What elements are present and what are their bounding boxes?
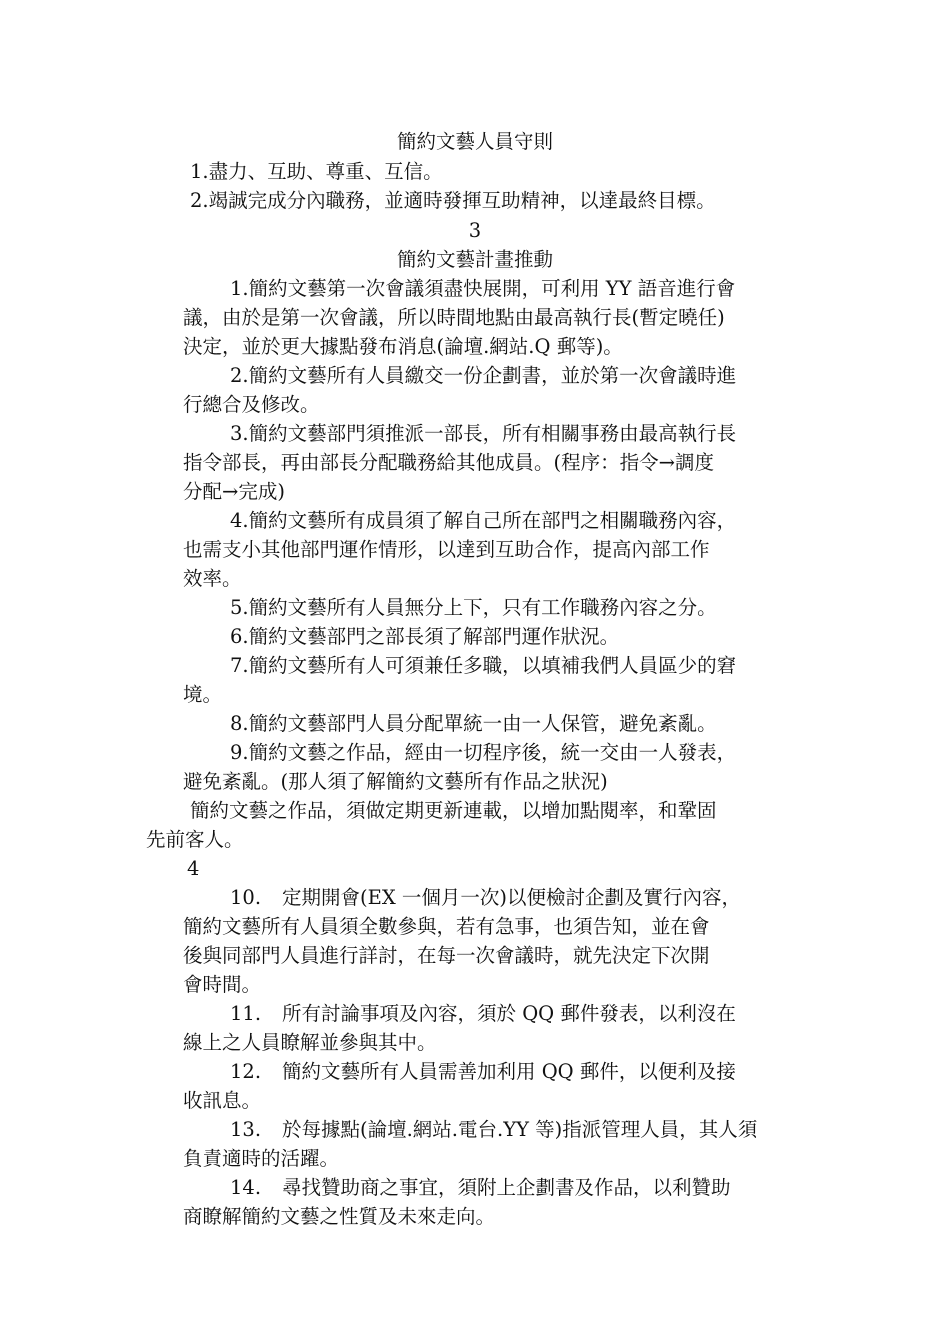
plan-item-3-line-1: 3.簡約文藝部門須推派一部長，所有相關事務由最高執行長 [230, 422, 737, 445]
more-item-10-line-1: 定期開會(EX 一個月一次)以便檢討企劃及實行內容， [282, 886, 742, 909]
plan-item-4-line-2: 也需支小其他部門運作情形，以達到互助合作，提高內部工作 [183, 538, 710, 561]
plan-item-1-line-2: 議，由於是第一次會議，所以時間地點由最高執行長(暫定曉任) [183, 306, 725, 329]
more-item-13-line-2: 負責適時的活躍。 [183, 1147, 340, 1170]
plan-item-7-line-1: 7.簡約文藝所有人可須兼任多職，以填補我們人員區少的窘 [230, 654, 737, 677]
plan-item-8: 8.簡約文藝部門人員分配單統一由一人保管，避免紊亂。 [230, 712, 717, 735]
more-item-10-line-2: 簡約文藝所有人員須全數參與，若有急事，也須告知，並在會 [183, 915, 710, 938]
more-item-14-line-1: 尋找贊助商之事宜，須附上企劃書及作品，以利贊助 [282, 1176, 731, 1199]
more-item-10-number: 10. [230, 886, 262, 909]
rule-2: 2.竭誠完成分內職務，並適時發揮互助精神，以達最終目標。 [190, 189, 716, 212]
section-title-plan: 簡約文藝計畫推動 [396, 248, 553, 271]
plan-item-1-line-3: 決定，並於更大據點發布消息(論壇.網站.Q 郵等)。 [183, 335, 623, 358]
plan-item-7-line-2: 境。 [183, 683, 223, 706]
more-item-10-line-4: 會時間。 [183, 973, 262, 996]
plan-item-4-line-1: 4.簡約文藝所有成員須了解自己所在部門之相關職務內容， [230, 509, 737, 532]
more-item-13-number: 13. [230, 1118, 262, 1141]
plan-item-3-line-2: 指令部長，再由部長分配職務給其他成員。(程序：指令→調度 [183, 451, 714, 474]
page-number-3: 3 [468, 219, 482, 242]
plan-item-6: 6.簡約文藝部門之部長須了解部門運作狀況。 [230, 625, 620, 648]
page-number-4: 4 [187, 857, 200, 880]
more-item-14-number: 14. [230, 1176, 262, 1199]
more-item-12-line-1: 簡約文藝所有人員需善加利用 QQ 郵件，以便利及接 [282, 1060, 736, 1083]
plan-item-2-line-2: 行總合及修改。 [183, 393, 320, 416]
more-item-12-number: 12. [230, 1060, 262, 1083]
more-item-11-number: 11. [230, 1002, 262, 1025]
section-title-rules: 簡約文藝人員守則 [396, 130, 553, 153]
plan-item-4-line-3: 效率。 [183, 567, 242, 590]
more-item-13-line-1: 於每據點(論壇.網站.電台.YY 等)指派管理人員，其人須 [282, 1118, 758, 1141]
plan-note-line-1: 簡約文藝之作品，須做定期更新連載，以增加點閱率，和鞏固 [190, 799, 717, 822]
plan-item-5: 5.簡約文藝所有人員無分上下，只有工作職務內容之分。 [230, 596, 717, 619]
plan-item-2-line-1: 2.簡約文藝所有人員繳交一份企劃書，並於第一次會議時進 [230, 364, 737, 387]
plan-note-line-2: 先前客人。 [146, 828, 244, 851]
more-item-12-line-2: 收訊息。 [183, 1089, 262, 1112]
plan-item-3-line-3: 分配→完成) [183, 480, 285, 503]
more-item-10-line-3: 後與同部門人員進行詳討，在每一次會議時，就先決定下次開 [183, 944, 710, 967]
more-item-14-line-2: 商瞭解簡約文藝之性質及未來走向。 [183, 1205, 496, 1228]
plan-item-9-line-1: 9.簡約文藝之作品，經由一切程序後，統一交由一人發表， [230, 741, 737, 764]
plan-item-1-line-1: 1.簡約文藝第一次會議須盡快展開，可利用 YY 語音進行會 [230, 277, 736, 300]
more-item-11-line-2: 線上之人員瞭解並參與其中。 [183, 1031, 437, 1054]
rule-1: 1.盡力、互助、尊重、互信。 [190, 160, 443, 183]
more-item-11-line-1: 所有討論事項及內容，須於 QQ 郵件發表，以利沒在 [282, 1002, 736, 1025]
plan-item-9-line-2: 避免紊亂。(那人須了解簡約文藝所有作品之狀況) [183, 770, 608, 793]
